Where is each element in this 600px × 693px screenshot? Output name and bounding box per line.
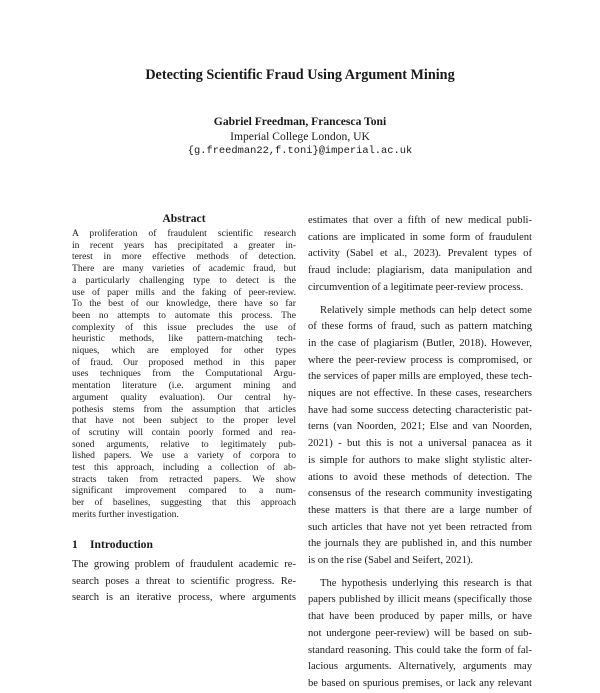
text-line: ations to avoid these methods of detection. The: [308, 471, 532, 483]
paragraph: [308, 213, 532, 297]
text-line: There are many varieties of academic fraud, but: [72, 263, 296, 275]
text-line: not undergone peer-review) will be based on sub-: [308, 627, 532, 639]
text-line: activity (Sabel et al., 2023). Prevalent types of: [308, 248, 532, 260]
introduction-body: [72, 557, 296, 607]
abstract-body: [72, 228, 296, 521]
text-line: uses techniques from the Computational Argu-: [72, 368, 296, 380]
text-line: terns (van Noorden, 2021; Else and van Noorden,: [308, 421, 532, 433]
text-line: that have been produced by paper mills, or have: [308, 611, 532, 623]
text-line: cations are implicated in some form of fraudulent: [308, 231, 532, 243]
text-line: 2021) - but this is not a universal panacea as it: [308, 438, 532, 450]
text-line: To the best of our knowledge, there have so far: [72, 298, 296, 310]
text-line: of scrutiny will contain poorly formed and rea-: [72, 426, 296, 438]
text-line: in recent years has precipitated a greater in-: [72, 239, 296, 251]
text-line: be based on spurious premises, or lack any relevant: [308, 677, 532, 689]
text-line: ber of baselines, suggesting that this approach: [72, 497, 296, 509]
text-line: standard reasoning. This could take the form of fal-: [308, 644, 532, 656]
text-line: lacious arguments. Alternatively, arguments may: [308, 661, 532, 673]
author-affiliation: Imperial College London, UK: [230, 130, 370, 143]
text-line: papers published by illicit means (specifically those: [308, 594, 532, 606]
text-line: a particularly challenging type to detect is the: [72, 274, 296, 286]
text-line: complexity of this issue precludes the use of: [72, 321, 296, 333]
text-line: test this approach, including a collection of ab-: [72, 462, 296, 474]
text-line: these matters is that there are a large number of: [308, 504, 532, 516]
section-heading-introduction: [72, 537, 296, 552]
text-line: of these forms of fraud, such as pattern matching: [308, 321, 532, 333]
text-line: been no attempts to automate this process. The: [72, 309, 296, 321]
text-line: lished papers. We use a variety of corpora to: [72, 450, 296, 462]
text-line: stracts taken from retracted papers. We show: [72, 473, 296, 485]
text-line: niques are not effective. In these cases, researchers: [308, 388, 532, 400]
right-column-body: [308, 213, 532, 693]
text-line: such articles that have not yet been retracted from: [308, 521, 532, 533]
text-line: mentation literature (i.e. argument mining and: [72, 380, 296, 392]
text-line: The growing problem of fraudulent academic re-: [72, 559, 296, 570]
text-line: in the case of plagiarism (Butler, 2018). However,: [308, 337, 532, 349]
text-line: search is an iterative process, where arguments: [72, 592, 296, 604]
text-line: is simple for authors to make slight stylistic alter-: [308, 454, 532, 466]
paper-title: Detecting Scientific Fraud Using Argument Mining: [145, 67, 455, 83]
text-line: Relatively simple methods can help detect some: [320, 304, 532, 316]
text-line: consensus of the research community investigating: [308, 488, 532, 500]
author-block: [0, 114, 600, 159]
section-number: 1: [72, 538, 78, 551]
author-names: Gabriel Freedman, Francesca Toni: [213, 115, 387, 128]
text-line: soned arguments, relative to legitimately pub-: [72, 438, 296, 450]
text-line: the services of paper mills are employed, these tech-: [308, 371, 532, 383]
text-line: use of paper mills and the faking of peer-review.: [72, 286, 296, 298]
text-line: have had some success detecting characteristic pat-: [308, 404, 532, 416]
text-line: A proliferation of fraudulent scientific research: [72, 228, 296, 239]
abstract-heading: Abstract: [162, 212, 206, 225]
paragraph: [308, 303, 532, 570]
text-line: the journals they are published in, and this number: [308, 538, 532, 550]
text-line: pothesis stems from the assumption that articles: [72, 403, 296, 415]
section-title: Introduction: [90, 538, 153, 551]
text-line: estimates that over a fifth of new medical publi-: [308, 215, 532, 226]
text-line: that have not been subject to the proper level: [72, 415, 296, 427]
text-line: niques, which are employed for other types: [72, 345, 296, 357]
text-line: circumvention of a legitimate peer-review process.: [308, 281, 524, 293]
text-line: where the peer-review process is compromised, or: [308, 354, 532, 366]
text-line: search poses a threat to scientific progress. Re-: [72, 575, 296, 587]
text-line: merits further investigation.: [72, 508, 179, 520]
paragraph: [308, 576, 532, 693]
text-line: argument quality evaluation). Our central hy-: [72, 391, 296, 403]
text-line: terest in more effective methods of detection.: [72, 251, 296, 263]
text-line: heuristic methods, like pattern-matching tech-: [72, 333, 296, 345]
text-line: significant improvement compared to a num-: [72, 485, 296, 497]
author-email: {g.freedman22,f.toni}@imperial.ac.uk: [187, 145, 413, 157]
text-line: of fraud. Our proposed method in this paper: [72, 356, 296, 368]
text-line: fraud include: plagiarism, data manipulation and: [308, 265, 532, 277]
text-line: The hypothesis underlying this research is that: [320, 577, 532, 589]
text-line: is on the rise (Sabel and Seifert, 2021).: [308, 555, 474, 567]
